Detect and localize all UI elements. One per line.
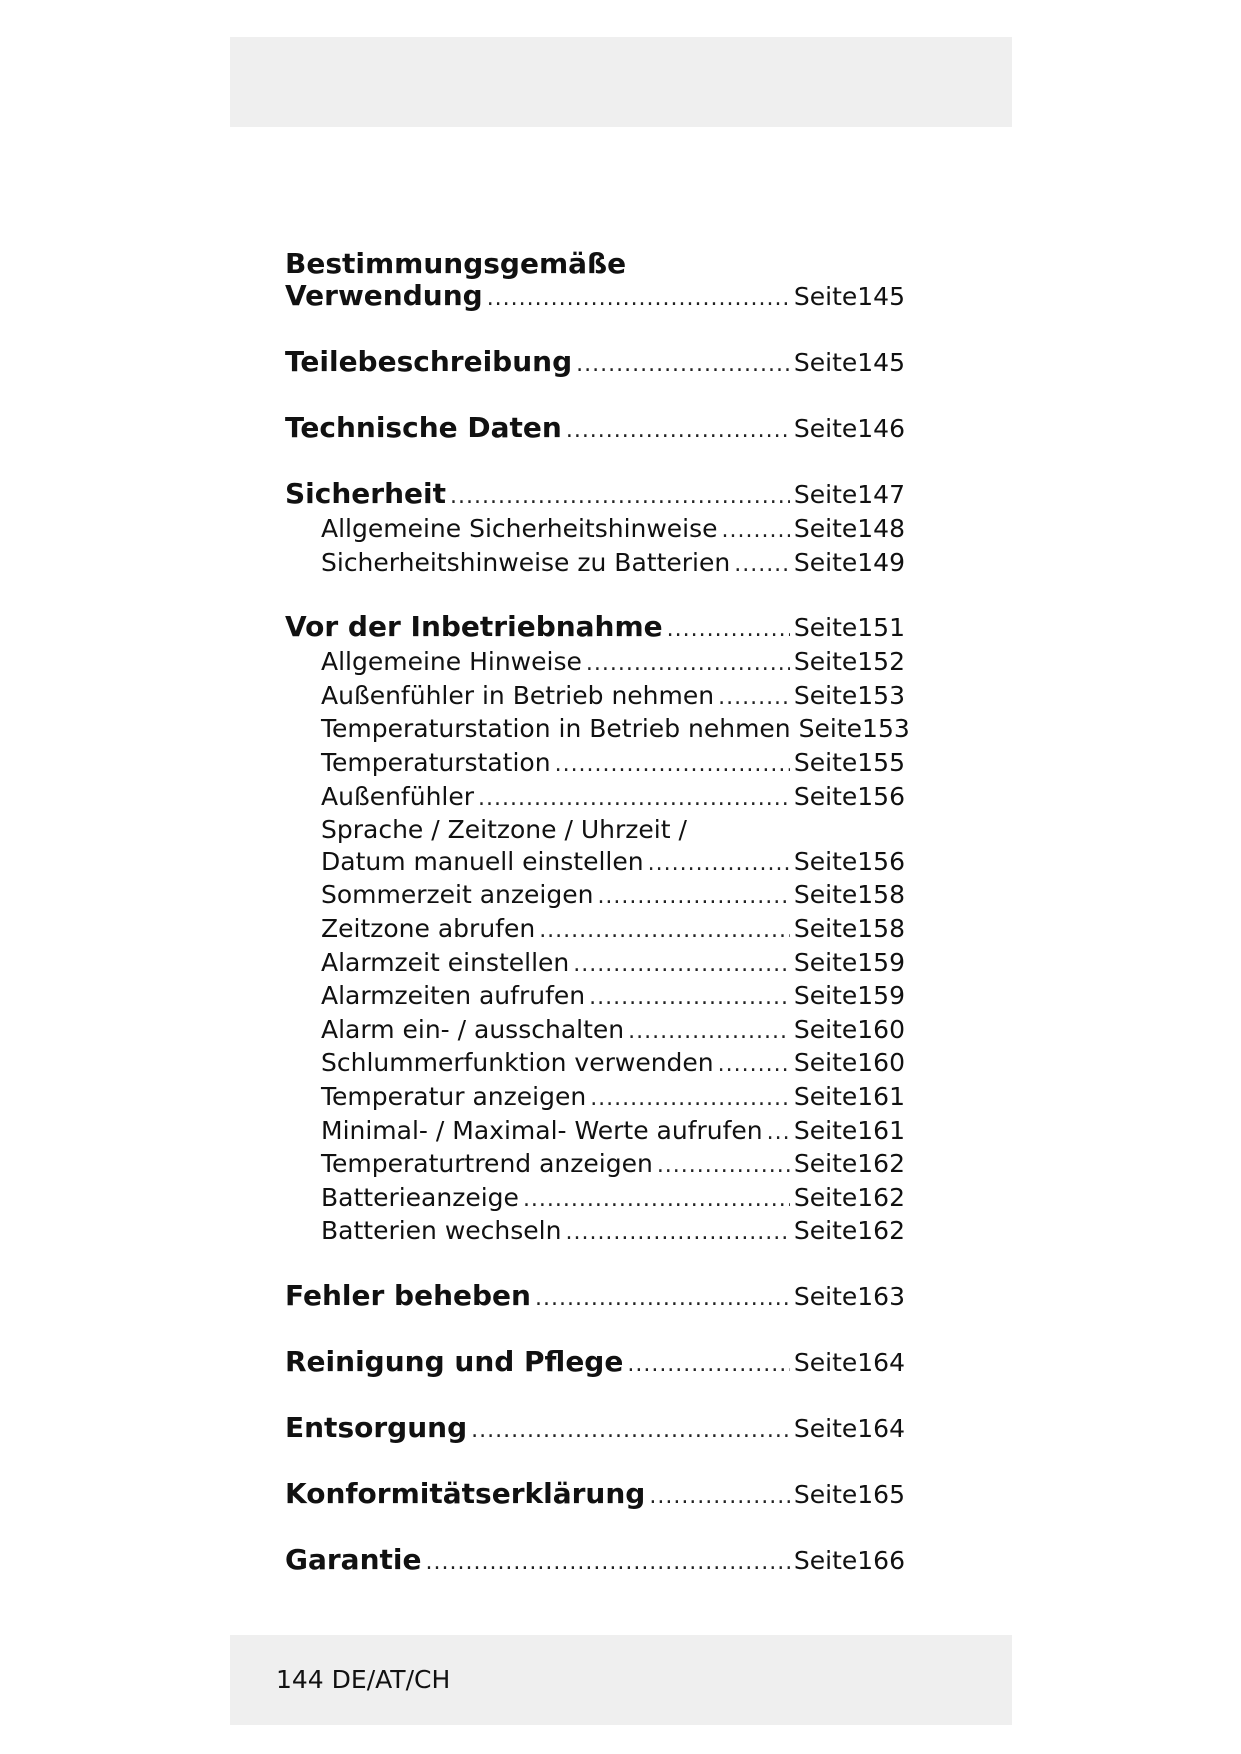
toc-subentry[interactable] xyxy=(285,1182,905,1216)
dot-leader xyxy=(450,481,790,513)
toc-entry-title: Garantie xyxy=(285,1542,422,1576)
toc-entry-page: 166 xyxy=(857,1545,905,1575)
toc-subentry-page: 155 xyxy=(857,747,905,777)
dot-leader xyxy=(718,682,790,714)
toc-entry-title: Verwendung xyxy=(285,279,483,312)
toc-subentry[interactable] xyxy=(285,547,905,581)
dot-leader xyxy=(487,283,790,315)
toc-subentry[interactable] xyxy=(285,980,905,1014)
toc-entry-page: 164 xyxy=(857,1413,905,1443)
toc-subentry-title: Batterieanzeige xyxy=(321,1182,519,1212)
toc-subentry-page: 158 xyxy=(857,913,905,943)
toc-entry-page: 145 xyxy=(857,282,905,311)
dot-leader xyxy=(586,648,790,680)
toc-entry-page: 151 xyxy=(857,613,905,643)
toc-subentry-page: 156 xyxy=(857,846,905,876)
toc-subentry-page: 156 xyxy=(857,781,905,811)
toc-entry-title: Konformitätserklärung xyxy=(285,1476,646,1510)
toc-subentry-page: 161 xyxy=(857,1115,905,1145)
toc-subentry-title: Minimal- / Maximal- Werte aufrufen xyxy=(321,1115,763,1145)
toc-section xyxy=(285,412,905,447)
toc-entry[interactable] xyxy=(285,611,905,646)
toc-entry-title: Technische Daten xyxy=(285,411,562,444)
header-band xyxy=(230,37,1012,127)
toc-entry-page: 163 xyxy=(857,1281,905,1311)
toc-subentry-page: 148 xyxy=(857,514,905,543)
table-of-contents xyxy=(285,247,910,1610)
page-footer xyxy=(276,1635,450,1725)
toc-entry-seite: Seite xyxy=(793,348,858,377)
toc-subentry-title: Alarmzeiten aufrufen xyxy=(321,981,586,1011)
toc-entry[interactable] xyxy=(285,346,905,381)
toc-subentry-seite: Seite xyxy=(793,1014,858,1044)
toc-subentry-page: 159 xyxy=(857,981,905,1011)
toc-subentry-seite: Seite xyxy=(793,846,858,876)
dot-leader xyxy=(539,915,790,947)
toc-subentry-page: 162 xyxy=(857,1149,905,1179)
toc-section xyxy=(285,1280,905,1315)
toc-subentry[interactable] xyxy=(285,713,910,747)
dot-leader xyxy=(555,749,790,781)
toc-subentry-title: Datum manuell einstellen xyxy=(321,846,644,876)
toc-section xyxy=(285,1478,905,1513)
toc-section xyxy=(285,478,905,580)
toc-subentry-page: 152 xyxy=(857,647,905,677)
toc-subentry-seite: Seite xyxy=(793,647,858,677)
toc-subentry-seite: Seite xyxy=(793,947,858,977)
toc-entry-seite: Seite xyxy=(793,414,858,443)
dot-leader xyxy=(565,1217,789,1249)
dot-leader xyxy=(590,1083,790,1115)
toc-entry-title: Vor der Inbetriebnahme xyxy=(285,610,663,644)
toc-subentry-page: 159 xyxy=(857,947,905,977)
dot-leader xyxy=(718,1049,790,1081)
toc-subentry[interactable] xyxy=(285,1014,905,1048)
toc-entry[interactable] xyxy=(285,1544,905,1579)
dot-leader xyxy=(589,982,790,1014)
toc-subentry-seite: Seite xyxy=(793,547,858,577)
dot-leader xyxy=(471,1415,790,1447)
toc-subentry-page: 153 xyxy=(857,680,905,710)
toc-subentry[interactable] xyxy=(285,781,905,815)
toc-entry-title: Fehler beheben xyxy=(285,1278,531,1312)
toc-subentry-title: Alarmzeit einstellen xyxy=(321,947,570,977)
dot-leader xyxy=(648,848,790,880)
toc-subentry-seite: Seite xyxy=(793,1149,858,1179)
toc-entry-page: 164 xyxy=(857,1347,905,1377)
toc-section xyxy=(285,1544,905,1579)
toc-entry-title: Reinigung und Pflege xyxy=(285,1344,624,1378)
dot-leader xyxy=(767,1117,790,1149)
toc-subentry-seite: Seite xyxy=(793,1081,858,1111)
toc-subentry[interactable] xyxy=(285,680,905,714)
toc-entry-title: Entsorgung xyxy=(285,1410,468,1444)
toc-section xyxy=(285,1412,905,1447)
toc-entry[interactable] xyxy=(285,280,905,315)
toc-entry-title-line: Bestimmungsgemäße xyxy=(285,247,627,280)
toc-subentry-seite: Seite xyxy=(793,880,858,910)
toc-entry[interactable] xyxy=(285,412,905,447)
toc-subentry-seite: Seite xyxy=(798,714,863,744)
toc-subentry-page: 162 xyxy=(857,1182,905,1212)
toc-entry-page: 145 xyxy=(857,348,905,377)
toc-subentry-title: Allgemeine Hinweise xyxy=(321,647,582,677)
toc-section xyxy=(285,248,905,315)
dot-leader xyxy=(667,614,790,646)
toc-subentry-seite: Seite xyxy=(793,1182,858,1212)
toc-subentry-title: Temperaturtrend anzeigen xyxy=(321,1149,653,1179)
toc-subentry-page: 158 xyxy=(857,880,905,910)
toc-subentry-title: Zeitzone abrufen xyxy=(321,913,536,943)
toc-subentry-title-line: Sprache / Zeitzone / Uhrzeit / xyxy=(321,815,687,845)
toc-subentry-title: Batterien wechseln xyxy=(321,1216,562,1246)
toc-entry-page: 146 xyxy=(857,414,905,443)
dot-leader xyxy=(573,949,790,981)
dot-leader xyxy=(722,515,790,547)
toc-subentry-page: 153 xyxy=(862,714,910,744)
dot-leader xyxy=(657,1150,790,1182)
toc-entry-seite: Seite xyxy=(793,1281,858,1311)
toc-section xyxy=(285,610,910,1249)
toc-section xyxy=(285,1346,905,1381)
toc-subentry[interactable] xyxy=(285,846,905,880)
toc-entry[interactable] xyxy=(285,1478,905,1513)
toc-subentry-page: 149 xyxy=(857,547,905,577)
toc-subentry[interactable] xyxy=(285,1047,905,1081)
toc-subentry-title: Temperatur anzeigen xyxy=(321,1081,587,1111)
toc-subentry[interactable] xyxy=(285,747,905,781)
dot-leader xyxy=(523,1184,790,1216)
toc-subentry-title: Alarm ein- / ausschalten xyxy=(321,1014,625,1044)
dot-leader xyxy=(576,349,790,381)
toc-entry[interactable] xyxy=(285,478,905,513)
dot-leader xyxy=(734,549,790,581)
toc-subentry-seite: Seite xyxy=(793,680,858,710)
footer-page-number: 144 xyxy=(276,1665,324,1694)
dot-leader xyxy=(649,1481,790,1513)
toc-subentry-page: 162 xyxy=(857,1216,905,1246)
toc-subentry-seite: Seite xyxy=(793,1216,858,1246)
dot-leader xyxy=(566,415,790,447)
dot-leader xyxy=(478,783,790,815)
toc-subentry[interactable] xyxy=(285,1115,905,1149)
dot-leader xyxy=(628,1016,790,1048)
toc-subentry[interactable] xyxy=(285,1081,905,1115)
toc-entry[interactable] xyxy=(285,1412,905,1447)
toc-subentry-title: Temperaturstation in Betrieb nehmen xyxy=(321,714,791,744)
toc-entry-page: 165 xyxy=(857,1479,905,1509)
footer-region: DE/AT/CH xyxy=(331,1665,451,1694)
dot-leader xyxy=(535,1283,790,1315)
toc-subentry-seite: Seite xyxy=(793,747,858,777)
toc-subentry-title: Temperaturstation xyxy=(321,747,551,777)
toc-subentry-page: 160 xyxy=(857,1014,905,1044)
toc-subentry-page: 161 xyxy=(857,1081,905,1111)
toc-entry-seite: Seite xyxy=(793,1479,858,1509)
toc-subentry-seite: Seite xyxy=(793,514,858,543)
toc-entry[interactable] xyxy=(285,1346,905,1381)
toc-entry-title: Teilebeschreibung xyxy=(285,345,573,378)
toc-subentry-title: Sicherheitshinweise zu Batterien xyxy=(321,547,731,577)
footer-band xyxy=(230,1635,1012,1725)
toc-subentry-title: Außenfühler xyxy=(321,781,475,811)
toc-subentry[interactable] xyxy=(285,913,905,947)
toc-entry-seite: Seite xyxy=(793,1347,858,1377)
toc-section xyxy=(285,346,905,381)
dot-leader xyxy=(627,1349,790,1381)
toc-subentry-title: Schlummerfunktion verwenden xyxy=(321,1048,714,1078)
toc-entry-seite: Seite xyxy=(793,1413,858,1443)
dot-leader xyxy=(597,881,789,913)
toc-subentry[interactable] xyxy=(285,879,905,913)
toc-subentry[interactable] xyxy=(285,947,905,981)
toc-subentry-title: Allgemeine Sicherheitshinweise xyxy=(321,514,718,543)
toc-entry-page: 147 xyxy=(857,480,905,509)
toc-subentry[interactable] xyxy=(285,1148,905,1182)
toc-subentry[interactable] xyxy=(285,646,905,680)
toc-subentry-title: Sommerzeit anzeigen xyxy=(321,880,594,910)
toc-subentry-seite: Seite xyxy=(793,781,858,811)
toc-subentry-seite: Seite xyxy=(793,1115,858,1145)
toc-entry-seite: Seite xyxy=(793,282,858,311)
toc-subentry-seite: Seite xyxy=(793,913,858,943)
toc-subentry-page: 160 xyxy=(857,1048,905,1078)
toc-entry-seite: Seite xyxy=(793,1545,858,1575)
toc-entry[interactable] xyxy=(285,1280,905,1315)
toc-subentry[interactable] xyxy=(285,513,905,547)
toc-subentry-seite: Seite xyxy=(793,981,858,1011)
toc-entry-title: Sicherheit xyxy=(285,477,446,510)
toc-subentry-seite: Seite xyxy=(793,1048,858,1078)
toc-subentry-title: Außenfühler in Betrieb nehmen xyxy=(321,680,715,710)
toc-subentry[interactable] xyxy=(285,1215,905,1249)
toc-entry-seite: Seite xyxy=(793,613,858,643)
toc-entry-seite: Seite xyxy=(793,480,858,509)
dot-leader xyxy=(426,1547,790,1579)
